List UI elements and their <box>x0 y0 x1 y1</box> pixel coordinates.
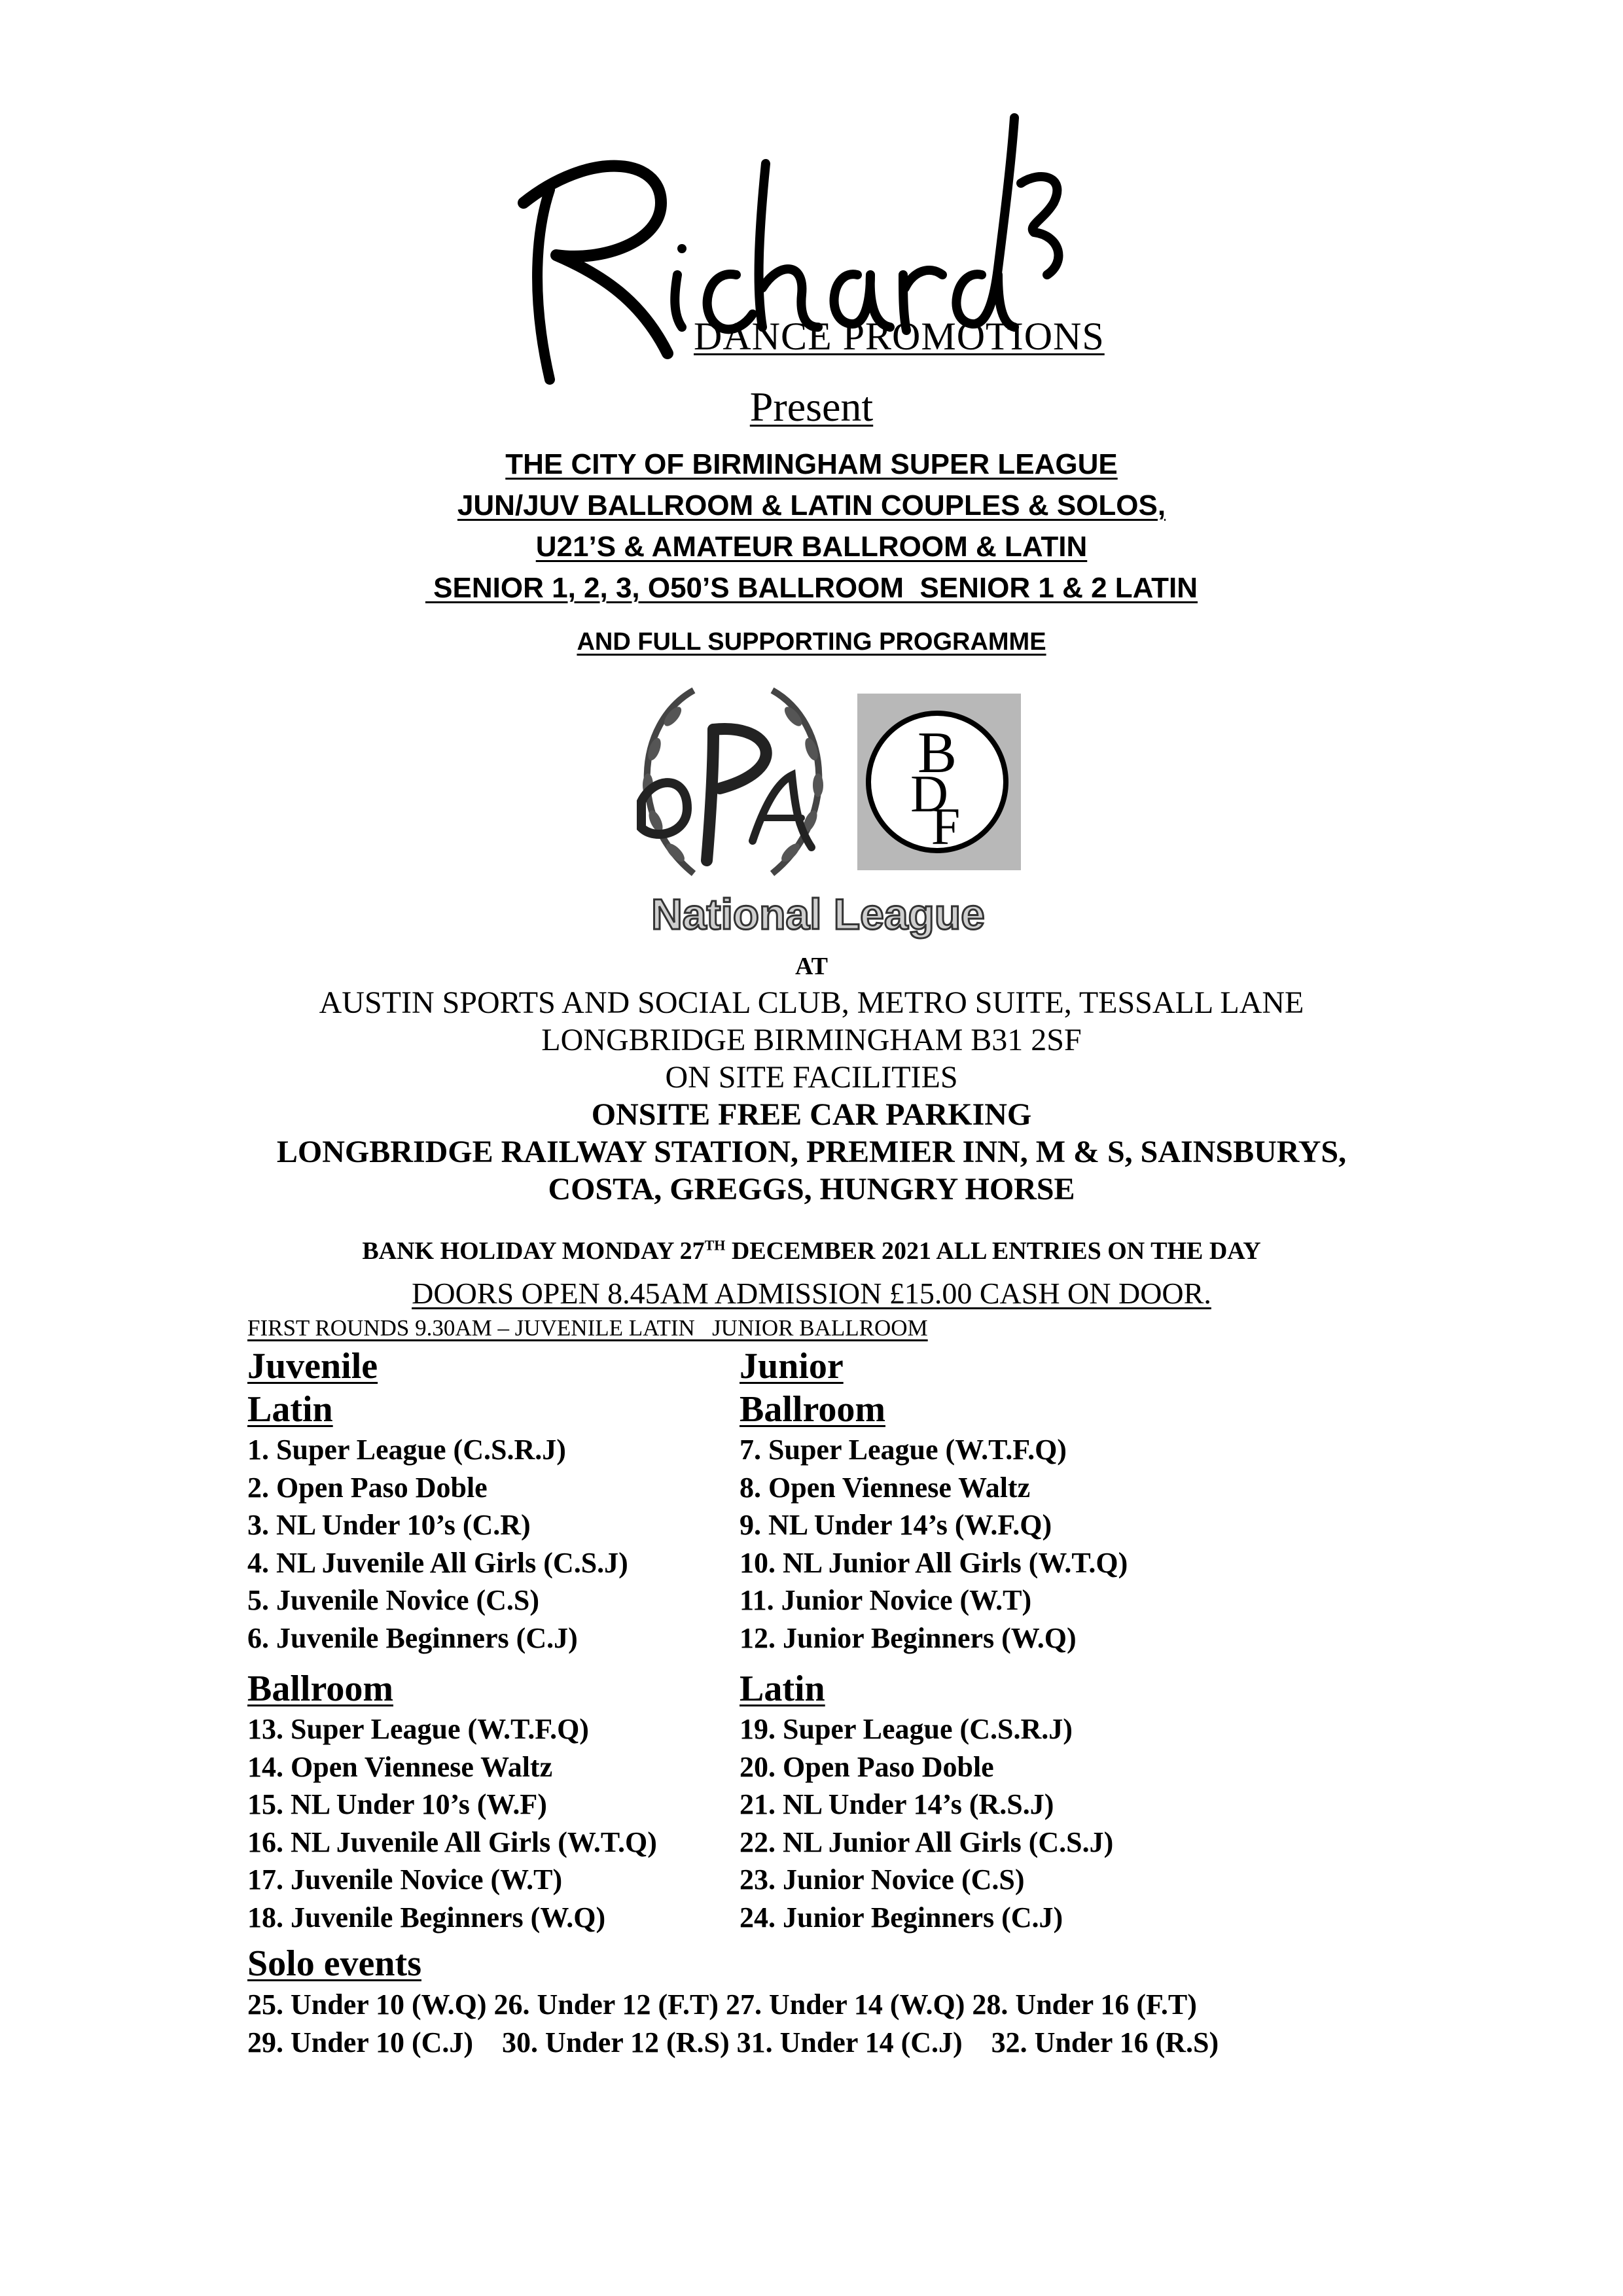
event-item: 21. NL Under 14’s (R.S.J) <box>740 1788 1054 1820</box>
bdf-logo <box>857 694 1021 870</box>
solo-events-heading: Solo events <box>247 1943 421 1984</box>
solo-events-row: 25. Under 10 (W.Q) 26. Under 12 (F.T) 27. Under 14 (W.Q) 28. Under 16 (F.T) <box>247 1988 1197 2021</box>
bdf-emblem-icon <box>857 694 1021 870</box>
bdf-letter-b: B <box>917 720 957 785</box>
headline-line: THE CITY OF BIRMINGHAM SUPER LEAGUE <box>505 448 1118 480</box>
headline-line: U21’S & AMATEUR BALLROOM & LATIN <box>535 531 1088 563</box>
present-text: Present <box>749 383 874 430</box>
event-item: 8. Open Viennese Waltz <box>740 1471 1031 1504</box>
event-item: 18. Juvenile Beginners (W.Q) <box>247 1901 606 1934</box>
venue-line: ON SITE FACILITIES <box>665 1060 958 1095</box>
juvenile-latin-section <box>247 1345 628 1657</box>
event-item: 1. Super League (C.S.R.J) <box>247 1434 566 1466</box>
juvenile-latin-heading: Latin <box>247 1389 333 1430</box>
junior-latin-heading: Latin <box>740 1669 825 1709</box>
venue-line: LONGBRIDGE RAILWAY STATION, PREMIER INN, M & S, SAINSBURYS, <box>276 1135 1347 1169</box>
solo-events-row: 29. Under 10 (C.J) 30. Under 12 (R.S) 31. Under 14 (C.J) 32. Under 16 (R.S) <box>247 2026 1219 2058</box>
bdf-letter-d: D <box>910 766 948 823</box>
dance-promotions-text: DANCE PROMOTIONS <box>694 315 1105 358</box>
bdf-letter-f: F <box>931 798 961 856</box>
juvenile-ballroom-heading: Ballroom <box>247 1669 393 1709</box>
event-item: 23. Junior Novice (C.S) <box>740 1863 1025 1896</box>
junior-ballroom-heading: Ballroom <box>740 1389 885 1430</box>
venue-line: COSTA, GREGGS, HUNGRY HORSE <box>548 1172 1075 1207</box>
junior-heading: Junior <box>740 1346 844 1386</box>
first-rounds-text: FIRST ROUNDS 9.30AM – JUVENILE LATIN JUNIOR BALLROOM <box>247 1315 928 1341</box>
event-item: 2. Open Paso Doble <box>247 1471 488 1504</box>
venue-line: AUSTIN SPORTS AND SOCIAL CLUB, METRO SUITE, TESSALL LANE <box>319 985 1304 1020</box>
date-suffix: DECEMBER 2021 ALL ENTRIES ON THE DAY <box>725 1237 1261 1265</box>
headline-line: SENIOR 1, 2, 3, O50’S BALLROOM SENIOR 1 & 2 LATIN <box>425 572 1198 604</box>
event-item: 17. Juvenile Novice (W.T) <box>247 1863 563 1896</box>
dpa-logo <box>615 677 851 893</box>
headline-line: JUN/JUV BALLROOM & LATIN COUPLES & SOLOS, <box>457 489 1166 521</box>
doors-admission-text: DOORS OPEN 8.45AM ADMISSION £15.00 CASH ON DOOR. <box>412 1277 1211 1310</box>
event-item: 15. NL Under 10’s (W.F) <box>247 1788 547 1820</box>
date-ordinal: TH <box>704 1237 726 1254</box>
national-league-logo <box>609 883 1027 942</box>
junior-ballroom-section <box>740 1345 1128 1657</box>
event-item: 24. Junior Beginners (C.J) <box>740 1901 1063 1934</box>
event-item: 9. NL Under 14’s (W.F.Q) <box>740 1509 1052 1541</box>
junior-latin-section <box>740 1667 1113 1936</box>
event-item: 6. Juvenile Beginners (C.J) <box>247 1621 578 1654</box>
national-league-text: National League <box>651 890 985 938</box>
event-item: 4. NL Juvenile All Girls (C.S.J) <box>247 1546 628 1579</box>
event-item: 7. Super League (W.T.F.Q) <box>740 1434 1067 1466</box>
event-item: 5. Juvenile Novice (C.S) <box>247 1584 540 1616</box>
event-item: 14. Open Viennese Waltz <box>247 1750 553 1783</box>
event-item: 19. Super League (C.S.R.J) <box>740 1713 1073 1745</box>
juvenile-heading: Juvenile <box>247 1346 378 1386</box>
event-item: 3. NL Under 10’s (C.R) <box>247 1509 531 1541</box>
venue-line: ONSITE FREE CAR PARKING <box>591 1097 1032 1132</box>
event-date <box>0 1237 1623 1265</box>
event-item: 22. NL Junior All Girls (C.S.J) <box>740 1826 1114 1858</box>
venue-line: LONGBRIDGE BIRMINGHAM B31 2SF <box>541 1023 1082 1057</box>
event-item: 10. NL Junior All Girls (W.T.Q) <box>740 1546 1128 1579</box>
event-item: 20. Open Paso Doble <box>740 1750 994 1783</box>
event-item: 12. Junior Beginners (W.Q) <box>740 1621 1077 1654</box>
event-item: 13. Super League (W.T.F.Q) <box>247 1713 589 1745</box>
juvenile-ballroom-section <box>247 1667 657 1936</box>
event-item: 16. NL Juvenile All Girls (W.T.Q) <box>247 1826 657 1858</box>
event-item: 11. Junior Novice (W.T) <box>740 1584 1032 1616</box>
supporting-programme-text: AND FULL SUPPORTING PROGRAMME <box>577 628 1046 656</box>
date-prefix: BANK HOLIDAY MONDAY 27 <box>362 1237 705 1265</box>
at-label: AT <box>795 953 828 980</box>
